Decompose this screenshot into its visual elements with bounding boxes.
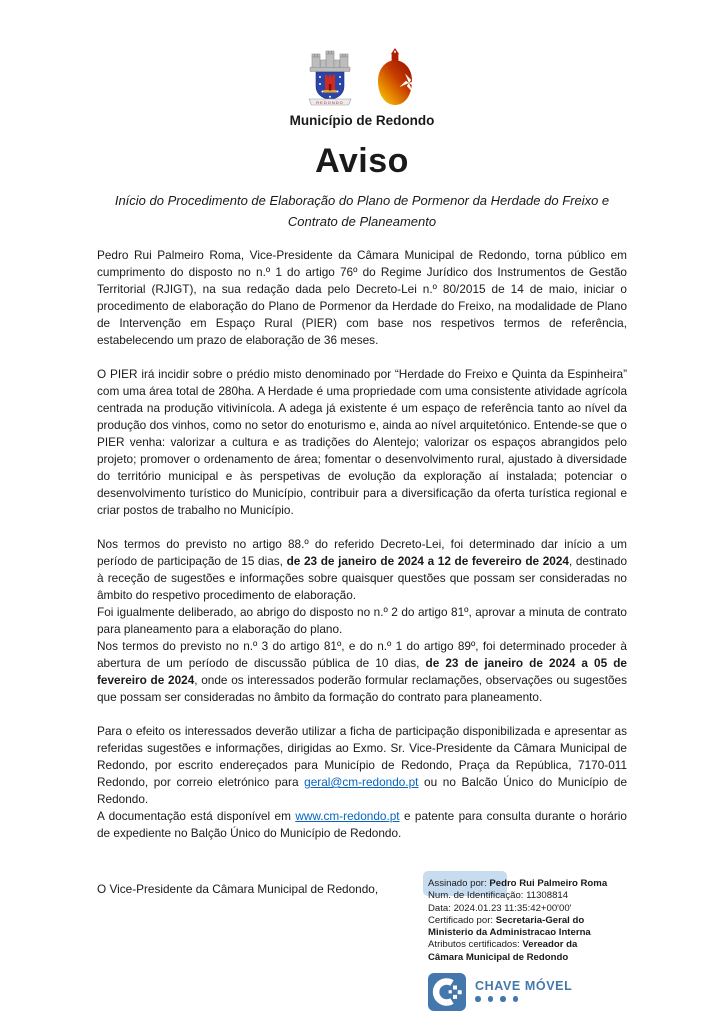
signature-certified-by-2: Ministerio da Administracao Interna [428, 927, 591, 939]
document-body [0, 247, 724, 842]
hyperlink[interactable]: geral@cm-redondo.pt [304, 775, 419, 789]
signature-signed-by: Assinado por: Pedro Rui Palmeiro Roma [428, 878, 608, 889]
header-logos [0, 44, 724, 110]
page-title: Aviso [315, 142, 409, 180]
paragraph-public-discussion: Nos termos do previsto no n.º 3 do artigo 81º, e do n.º 1 do artigo 89º, foi determinado proceder à abertura de um período de discussão pública de 10 dias, de 23 de janeiro de 2024 a 05 de fevereiro de 2024, onde os interessados poderão formular reclamações, observações ou sugestões que possam ser consideradas no âmbito da formação do contrato para planeamento. [97, 639, 627, 704]
paragraph-contract-minute: Foi igualmente deliberado, ao abrigo do disposto no n.º 2 do artigo 81º, aprovar a minuta de contrato para planeamento para a elaboração do plano. [97, 605, 627, 636]
paragraph-opening: Pedro Rui Palmeiro Roma, Vice-Presidente da Câmara Municipal de Redondo, torna público em cumprimento do disposto no n.º 1 do artigo 76º do Regime Jurídico dos Instrumentos de Gestão Territorial (RJIGT), na sua redação dada pelo Decreto-Lei n.º 80/2015 de 14 de maio, iniciar o procedimento de elaboração do Plano de Pormenor da Herdade do Freixo, na modalidade de Plano de Intervenção em Espaço Rural (PIER) com base nos respetivos termos de referência, estabelecendo um prazo de elaboração de 36 meses. [97, 248, 627, 347]
municipal-coat-of-arms-icon [303, 46, 357, 110]
chave-movel-logo [428, 973, 642, 1011]
dot [513, 996, 519, 1002]
chave-movel-dots [475, 996, 572, 1002]
chave-movel-icon [428, 973, 466, 1011]
signature-lines [428, 878, 642, 964]
dot [500, 996, 506, 1002]
signature-date: Data: 2024.01.23 11:35:42+00'00' [428, 902, 572, 914]
closing-row [0, 878, 724, 1011]
closing-line: O Vice-Presidente da Câmara Municipal de Redondo, [97, 882, 379, 896]
paragraph-participation-period: Nos termos do previsto no artigo 88.º do referido Decreto-Lei, foi determinado dar início a um período de participação de 15 dias, de 23 de janeiro de 2024 a 12 de fevereiro de 2024, destinado à receção de sugestões e informações sobre quaisquer questões que possam ser consideradas no âmbito do respetivo procedimento de elaboração. [97, 537, 628, 602]
municipality-name: Município de Redondo [289, 113, 435, 128]
redondo-amphora-icon [369, 48, 421, 110]
paragraph-documentation: A documentação está disponível em www.cm-redondo.pt e patente para consulta durante o horário de expediente no Balção Único do Município de Redondo. [97, 809, 627, 840]
document-header [0, 0, 724, 128]
paragraph-pier-description: O PIER irá incidir sobre o prédio misto denominado por “Herdade do Freixo e Quinta da Espinheira” com uma área total de 280ha. A Herdade é uma propriedade com uma consistente atividade agrícola centrada na produção vitivinícola. A adega já existente é um espaço de referência tanto ao nível da produção dos vinhos, como no setor do enoturismo e, ainda ao nível arquitetónico. Entende-se que o PIER venha: valorizar a cultura e as tradições do Alentejo; valorizar os espaços abrangidos pelo projeto; promover o ordenamento de área; fomentar o desenvolvimento rural, ajustado à diversidade do território municipal e às perspetivas de evolução da exploração aí instalada; potenciar o desenvolvimento turístico do Município, contribuir para a diversificação da oferta turística regional e criar postos de trabalho no Município. [97, 367, 627, 517]
crest-banner-text: REDONDO [316, 99, 344, 105]
chave-movel-wordmark [475, 973, 572, 1002]
signature-certified-by: Certificado por: Secretaria-Geral do [428, 914, 585, 926]
signature-id-number: Num. de Identificação: 11308814 [428, 890, 569, 902]
chave-movel-text: CHAVE MÓVEL [475, 979, 573, 994]
digital-signature-block [428, 878, 642, 1011]
signature-attributes-2: Câmara Municipal de Redondo [428, 951, 569, 963]
dot [475, 996, 481, 1002]
signature-attributes: Atributos certificados: Vereador da [428, 939, 578, 951]
document-subtitle: Início do Procedimento de Elaboração do Plano de Pormenor da Herdade do Freixo e Contrato de Planeamento [114, 193, 610, 229]
hyperlink[interactable]: www.cm-redondo.pt [295, 809, 400, 823]
dot [488, 996, 494, 1002]
paragraph-submission-instructions: Para o efeito os interessados deverão utilizar a ficha de participação disponibilizada e apresentar as referidas sugestões e informações, dirigidas ao Exmo. Sr. Vice-Presidente da Câmara Municipal de Redondo, por escrito endereçados para Município de Redondo, Praça da República, 7170-011 Redondo, por correio eletrónico para geral@cm-redondo.pt ou no Balcão Único do Município de Redondo. [97, 724, 628, 806]
